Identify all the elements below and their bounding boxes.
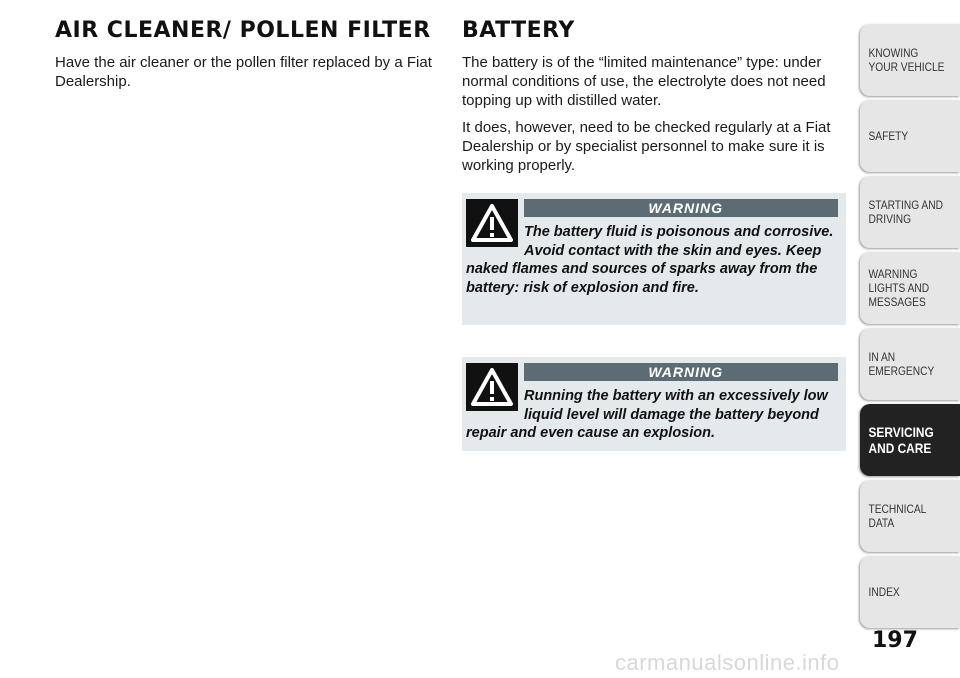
tab-knowing-your-vehicle[interactable]: [860, 24, 960, 96]
tab-label: IN AN EMERGENCY: [868, 350, 935, 378]
tab-label: TECHNICAL DATA: [868, 502, 926, 530]
tab-servicing-and-care[interactable]: [860, 404, 960, 476]
warning-text: The battery fluid is poisonous and corrosive. Avoid contact with the skin and eyes. Keep naked flames and sources of sparks away from the battery: risk of explosion and fire.: [466, 224, 834, 296]
tab-safety[interactable]: [860, 100, 960, 172]
warning-label: WARNING: [524, 199, 838, 217]
warning-text: Running the battery with an excessively low liquid level will damage the battery beyond repair and even cause an explosion.: [466, 388, 828, 441]
air-cleaner-text: Have the air cleaner or the pollen filter replaced by a Fiat Dealership.: [55, 54, 432, 90]
left-column: [55, 18, 440, 99]
tab-label: SAFETY: [868, 129, 909, 143]
tab-starting-and-driving[interactable]: [860, 176, 960, 248]
chapter-tabs: [860, 24, 960, 632]
section-title-air-cleaner: AIR CLEANER/ POLLEN FILTER: [55, 18, 431, 43]
tab-label: KNOWING YOUR VEHICLE: [868, 46, 945, 74]
battery-paragraph-1: The battery is of the “limited maintenance” type: under normal conditions of use, the electrolyte does not need topping up with distilled water.: [462, 54, 826, 109]
tab-label: INDEX: [868, 585, 900, 599]
tab-warning-lights-and-messages[interactable]: [860, 252, 960, 324]
tab-in-an-emergency[interactable]: [860, 328, 960, 400]
tab-index[interactable]: [860, 556, 960, 628]
warning-label: WARNING: [524, 363, 838, 381]
tab-technical-data[interactable]: [860, 480, 960, 552]
battery-paragraph-2: It does, however, need to be checked regularly at a Fiat Dealership or by specialist personnel to make sure it is working properly.: [462, 119, 831, 174]
watermark: carmanualsonline.info: [615, 650, 840, 675]
warning-box: [462, 357, 846, 451]
tab-label: STARTING AND DRIVING: [868, 198, 943, 226]
warning-box: [462, 193, 846, 325]
section-title-battery: BATTERY: [462, 18, 575, 43]
tab-label: WARNING LIGHTS AND MESSAGES: [868, 267, 930, 309]
tab-label: SERVICING AND CARE: [868, 424, 934, 456]
right-column: [462, 18, 846, 451]
warning-triangle-icon: [466, 363, 518, 411]
page-number: 197: [872, 628, 918, 653]
warning-triangle-icon: [466, 199, 518, 247]
